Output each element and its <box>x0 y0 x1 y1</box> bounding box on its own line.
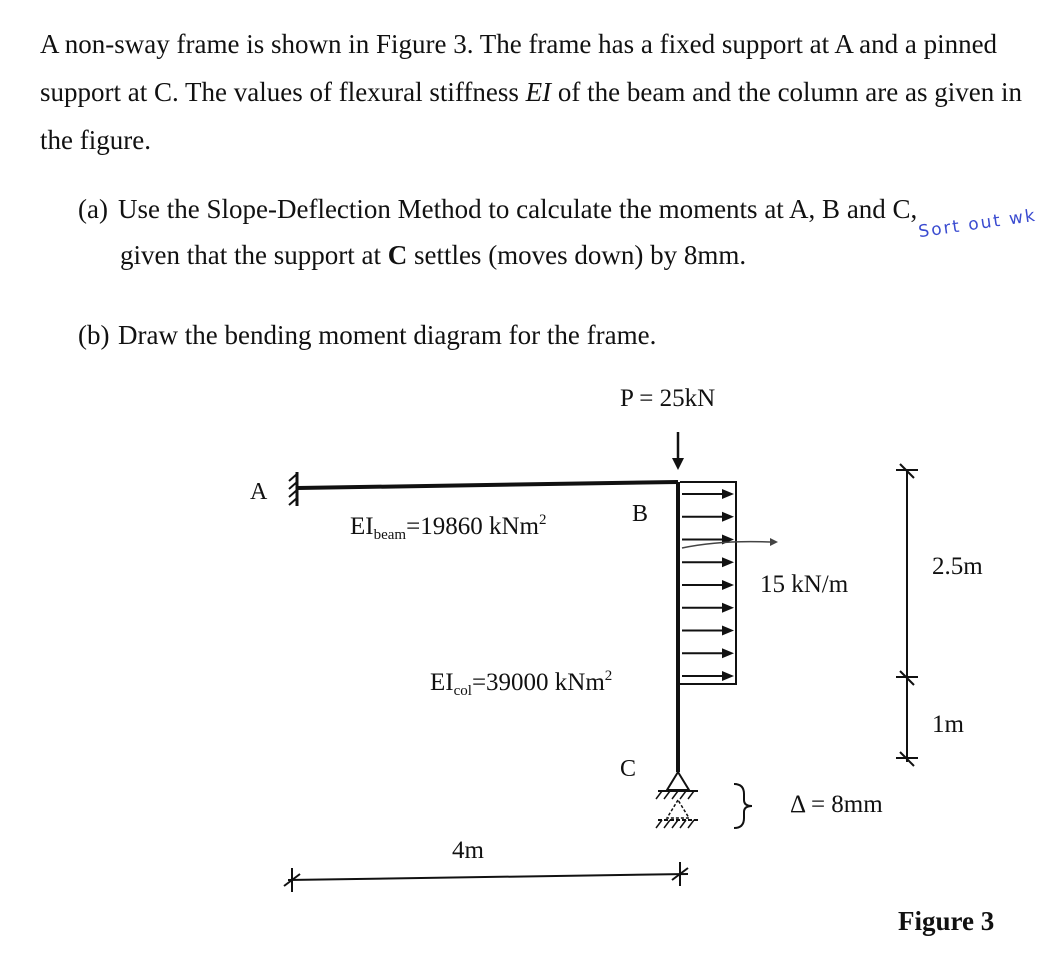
vertical-dimension <box>896 464 918 766</box>
udl-arrows <box>682 489 734 681</box>
fixed-support-a <box>289 472 297 506</box>
udl-arrow <box>682 489 734 499</box>
intro-text-2: of the beam and the column are as given in the figure. <box>40 77 1022 155</box>
point-load-arrow <box>672 432 684 470</box>
udl-arrow <box>682 580 734 590</box>
udl-label: 15 kN/m <box>760 571 849 598</box>
dim-span-label: 4m <box>452 837 484 864</box>
dim-upper-label: 2.5m <box>932 553 983 580</box>
intro-ei-symbol: EI <box>525 77 552 107</box>
figure-caption: Figure 3 <box>898 906 995 936</box>
handwritten-note: Sort out wk <box>917 205 1039 243</box>
part-b-tag: (b) <box>78 320 110 350</box>
part-a-line2: given that the support at C settles (moves down) by 8mm. <box>120 240 747 270</box>
settlement-brace <box>734 784 752 828</box>
load-label: P = 25kN <box>620 385 716 412</box>
udl-arrow <box>682 603 734 613</box>
settled-support-c <box>656 800 698 828</box>
node-b-label: B <box>632 501 649 527</box>
node-c-label: C <box>620 756 637 782</box>
udl-arrow <box>682 512 734 522</box>
udl-arrow <box>682 626 734 636</box>
horizontal-dimension <box>284 862 688 892</box>
ei-col-label: $EI_{col}=39000$ kNm$^2$ <box>430 668 613 699</box>
beam-ab <box>298 482 678 488</box>
part-a-line1: Use the Slope-Deflection Method to calculate the moments at A, B and C, <box>118 194 918 224</box>
node-a-label: A <box>250 479 268 505</box>
udl-arrow <box>682 671 734 681</box>
part-a-tag: (a) <box>78 194 108 224</box>
settlement-label: Δ = 8mm <box>790 791 883 818</box>
udl-arrow <box>682 557 734 567</box>
support-c-bold: C <box>387 240 408 270</box>
ei-beam-label: $EI_{beam}=19860$ kNm$^2$ <box>350 512 547 543</box>
part-b-text: Draw the bending moment diagram for the frame. <box>118 320 657 350</box>
udl-arrow <box>682 648 734 658</box>
pinned-support-c <box>656 772 698 799</box>
dim-lower-label: 1m <box>932 711 964 738</box>
intro-text-1: A non-sway frame is shown in Figure 3. The frame has a fixed support at A and a pinned support at C. The values of flexural stiffness <box>40 29 998 107</box>
